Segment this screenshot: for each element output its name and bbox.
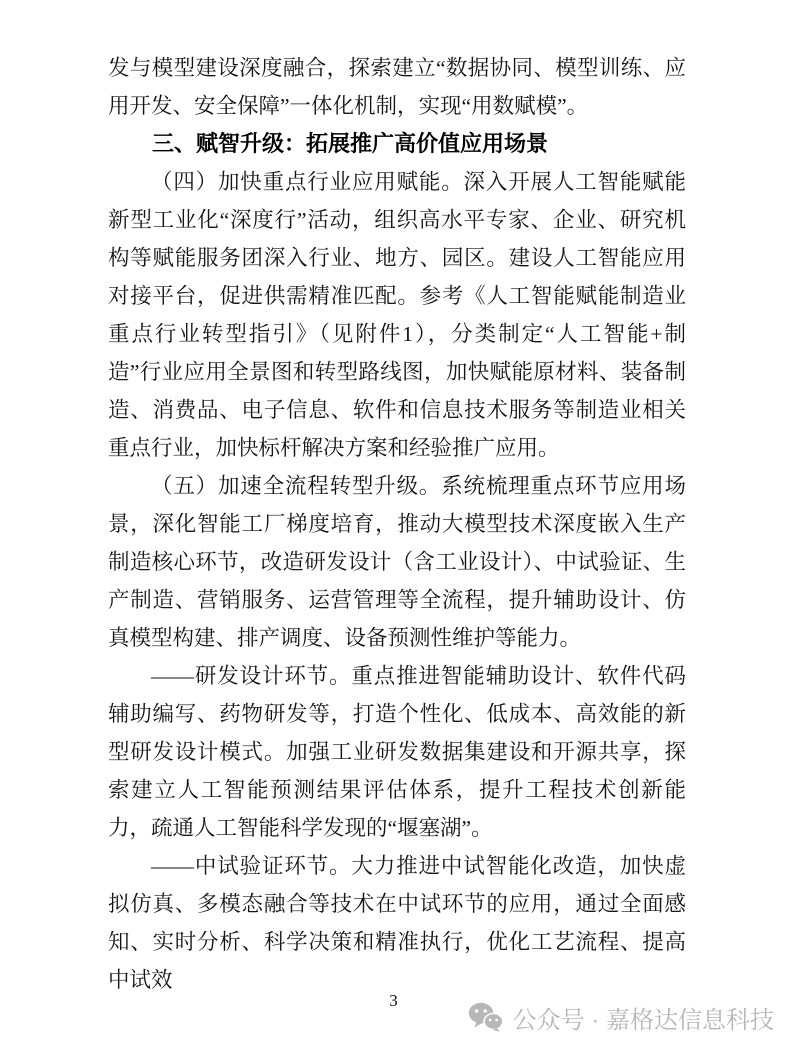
paragraph-continuation: 发与模型建设深度融合，探索建立“数据协同、模型训练、应用开发、安全保障”一体化机制，实现“用数赋模”。 [108,56,686,118]
document-body [108,49,686,999]
paragraph-pilot-verification: ——中试验证环节。大力推进中试智能化改造，加快虚拟仿真、多模态融合等技术在中试环节的应用，通过全面感知、实时分析、科学决策和精准执行，优化工艺流程、提高中试效 [108,854,686,992]
wechat-icon [468,1002,504,1032]
paragraph-rd-design: ——研发设计环节。重点推进智能辅助设计、软件代码辅助编写、药物研发等，打造个性化、低成本、高效能的新型研发设计模式。加强工业研发数据集建设和开源共享，探索建立人工智能预测结果评估体系，提升工程技术创新能力，疏通人工智能科学发现的“堰塞湖”。 [108,664,686,840]
watermark-text: 公众号 · 嘉格达信息科技 [512,1006,774,1034]
section-heading: 三、赋智升级：拓展推广高价值应用场景 [152,131,549,156]
page-number: 3 [389,991,398,1010]
watermark [468,1000,774,1034]
paragraph-item-5: （五）加速全流程转型升级。系统梳理重点环节应用场景，深化智能工厂梯度培育，推动大模型技术深度嵌入生产制造核心环节，改造研发设计（含工业设计）、中试验证、生产制造、营销服务、运营管理等全流程，提升辅助设计、仿真模型构建、排产调度、设备预测性维护等能力。 [108,474,686,650]
paragraph-item-4: （四）加快重点行业应用赋能。深入开展人工智能赋能新型工业化“深度行”活动，组织高水平专家、企业、研究机构等赋能服务团深入行业、地方、园区。建设人工智能应用对接平台，促进供需精准匹配。参考《人工智能赋能制造业重点行业转型指引》（见附件1），分类制定“人工智能+制造”行业应用全景图和转型路线图，加快赋能原材料、装备制造、消费品、电子信息、软件和信息技术服务等制造业相关重点行业，加快标杆解决方案和经验推广应用。 [108,170,686,460]
